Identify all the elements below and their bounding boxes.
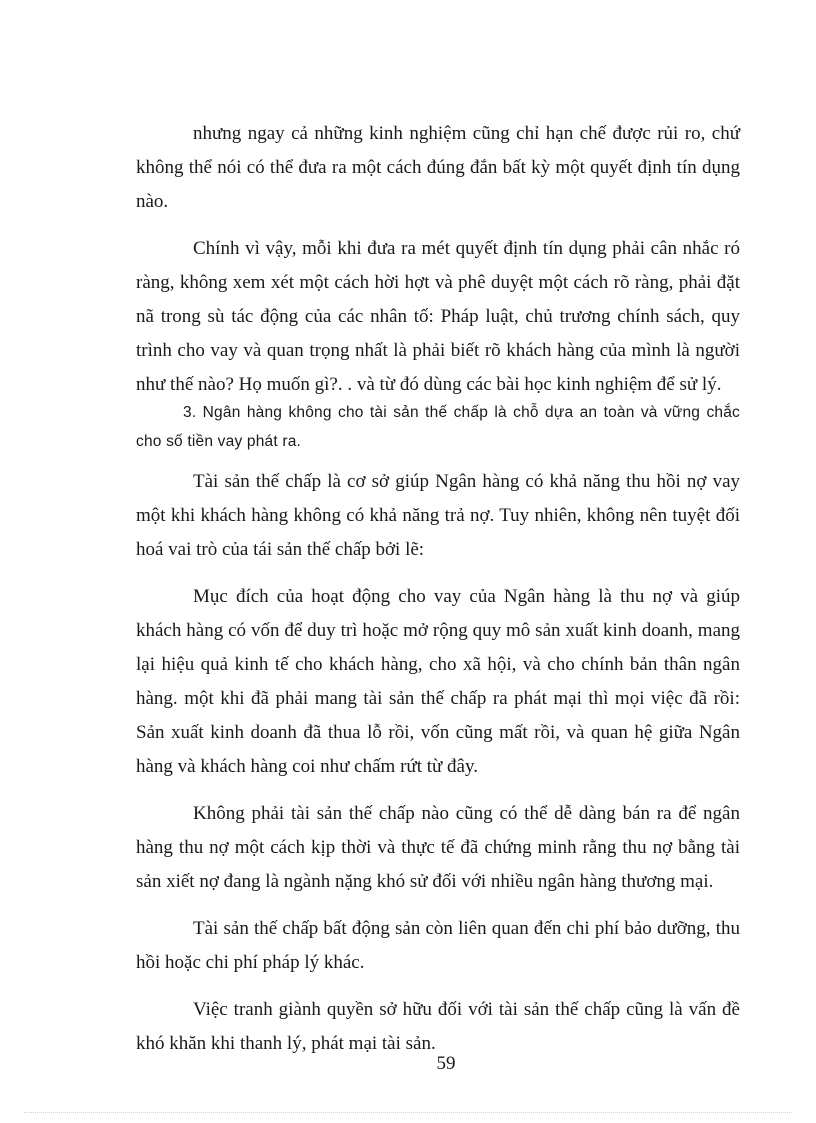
paragraph-lending-purpose: Mục đích của hoạt động cho vay của Ngân hàng là thu nợ và giúp khách hàng có vốn để duy trì hoặc mở rộng quy mô sản xuất kinh doanh, mang lại hiệu quả kinh tế cho khách hàng, cho xã hội, và cho chính bản thân ngân hàng. một khi đã phải mang tài sản thế chấp ra phát mại thì mọi việc đã rồi: Sản xuất kinh doanh đã thua lỗ rồi, vốn cũng mất rồi, và quan hệ giữa Ngân hàng và khách hàng coi như chấm rứt từ đây.: [136, 586, 740, 777]
paragraph-ownership-disputes: Việc tranh giành quyền sở hữu đối với tài sản thế chấp cũng là vấn đề khó khăn khi thanh lý, phát mại tài sản.: [136, 999, 740, 1054]
body-block-bottom: [136, 465, 740, 1061]
section-heading-3: 3. Ngân hàng không cho tài sản thế chấp là chỗ dựa an toàn và vững chắc cho số tiền vay phát ra.: [136, 404, 740, 450]
paragraph-experience-limits: nhưng ngay cả những kinh nghiệm cũng chỉ hạn chế được rủi ro, chứ không thể nói có thể đưa ra một cách đúng đắn bất kỳ một quyết định tín dụng nào.: [136, 123, 740, 212]
paragraph-collateral-basis: Tài sản thế chấp là cơ sở giúp Ngân hàng có khả năng thu hồi nợ vay một khi khách hàng không có khả năng trả nợ. Tuy nhiên, không nên tuyệt đối hoá vai trò của tái sản thế chấp bởi lẽ:: [136, 471, 740, 560]
footer-divider: [24, 1112, 792, 1113]
paragraph-collateral-sale: Không phải tài sản thế chấp nào cũng có thể dễ dàng bán ra để ngân hàng thu nợ một cách kịp thời và thực tế đã chứng minh rằng thu nợ bằng tài sản xiết nợ đang là ngành nặng khó sử đối với nhiều ngân hàng thương mại.: [136, 803, 740, 892]
paragraph-real-estate-costs: Tài sản thế chấp bất động sản còn liên quan đến chi phí bảo dưỡng, thu hồi hoặc chi phí pháp lý khác.: [136, 918, 740, 973]
page-number: 59: [436, 1053, 456, 1074]
paragraph-credit-decision: Chính vì vậy, mỗi khi đưa ra mét quyết định tín dụng phải cân nhắc ró ràng, không xem xét một cách hời hợt và phê duyệt một cách rõ ràng, phải đặt nã trong sù tác động của các nhân tố: Pháp luật, chủ trương chính sách, quy trình cho vay và quan trọng nhất là phải biết rõ khách hàng của mình là người như thế nào? Họ muốn gì?. . và từ đó dùng các bài học kinh nghiệm để sử lý.: [136, 238, 740, 395]
body-block-top: [136, 117, 740, 402]
